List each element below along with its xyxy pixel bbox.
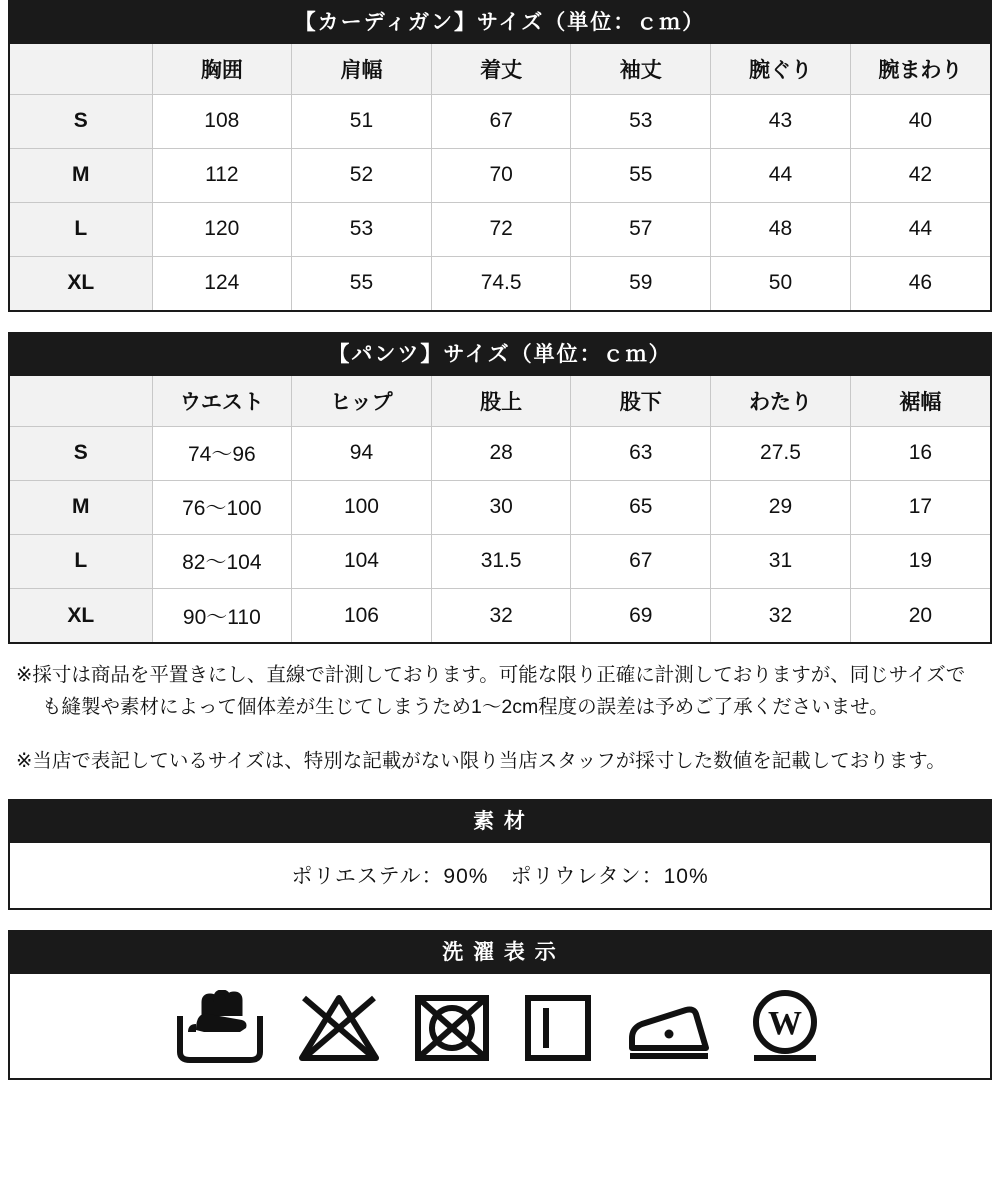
cell-waist: 90〜110 bbox=[152, 588, 292, 642]
column-header-armhole: 腕ぐり bbox=[711, 44, 851, 94]
svg-text:W: W bbox=[768, 1005, 802, 1043]
cell-arm-circumference: 40 bbox=[850, 94, 990, 148]
cell-hip: 94 bbox=[292, 426, 432, 480]
cell-length: 72 bbox=[431, 202, 571, 256]
cell-bust: 108 bbox=[152, 94, 292, 148]
table-row bbox=[10, 480, 990, 534]
table-header-row bbox=[10, 376, 990, 426]
cell-armhole: 50 bbox=[711, 256, 851, 310]
pants-size-block bbox=[8, 332, 992, 644]
table-row bbox=[10, 148, 990, 202]
material-title: 素 材 bbox=[10, 801, 990, 843]
cell-hip: 106 bbox=[292, 588, 432, 642]
cell-hem-width: 16 bbox=[850, 426, 990, 480]
cardigan-size-block bbox=[8, 0, 992, 312]
cell-inseam: 63 bbox=[571, 426, 711, 480]
table-row bbox=[10, 534, 990, 588]
column-header-arm-circumference: 腕まわり bbox=[850, 44, 990, 94]
table-row bbox=[10, 202, 990, 256]
cell-sleeve: 59 bbox=[571, 256, 711, 310]
column-header-length: 着丈 bbox=[431, 44, 571, 94]
cell-hem-width: 19 bbox=[850, 534, 990, 588]
cell-shoulder: 55 bbox=[292, 256, 432, 310]
care-block bbox=[8, 930, 992, 1080]
cardigan-size-table bbox=[10, 44, 990, 310]
note-text: ※採寸は商品を平置きにし、直線で計測しております。可能な限り正確に計測しておりますが、同じサイズでも縫製や素材によって個体差が生じてしまうため1〜2cm程度の誤差は予めご了承くださいませ。 bbox=[16, 664, 966, 718]
cell-arm-circumference: 44 bbox=[850, 202, 990, 256]
note-item bbox=[16, 746, 984, 778]
cell-inseam: 65 bbox=[571, 480, 711, 534]
column-header-size bbox=[10, 376, 152, 426]
cell-shoulder: 53 bbox=[292, 202, 432, 256]
cell-arm-circumference: 46 bbox=[850, 256, 990, 310]
cell-hem-width: 17 bbox=[850, 480, 990, 534]
column-header-size bbox=[10, 44, 152, 94]
row-header-size: M bbox=[10, 480, 152, 534]
cell-bust: 124 bbox=[152, 256, 292, 310]
cell-thigh: 29 bbox=[711, 480, 851, 534]
column-header-bust: 胸囲 bbox=[152, 44, 292, 94]
cell-thigh: 27.5 bbox=[711, 426, 851, 480]
cell-inseam: 69 bbox=[571, 588, 711, 642]
row-header-size: L bbox=[10, 202, 152, 256]
cell-rise: 30 bbox=[431, 480, 571, 534]
row-header-size: M bbox=[10, 148, 152, 202]
cell-thigh: 32 bbox=[711, 588, 851, 642]
cell-sleeve: 53 bbox=[571, 94, 711, 148]
cardigan-table-title: 【カーディガン】サイズ（単位：ｃｍ） bbox=[10, 2, 990, 44]
column-header-sleeve: 袖丈 bbox=[571, 44, 711, 94]
material-body: ポリエステル：90% ポリウレタン：10% bbox=[10, 843, 990, 908]
cell-sleeve: 57 bbox=[571, 202, 711, 256]
row-header-size: XL bbox=[10, 588, 152, 642]
cell-rise: 31.5 bbox=[431, 534, 571, 588]
cell-arm-circumference: 42 bbox=[850, 148, 990, 202]
cell-waist: 82〜104 bbox=[152, 534, 292, 588]
row-header-size: S bbox=[10, 94, 152, 148]
cell-shoulder: 52 bbox=[292, 148, 432, 202]
cell-hem-width: 20 bbox=[850, 588, 990, 642]
column-header-hem-width: 裾幅 bbox=[850, 376, 990, 426]
cell-armhole: 48 bbox=[711, 202, 851, 256]
note-text: ※当店で表記しているサイズは、特別な記載がない限り当店スタッフが採寸した数値を記載しております。 bbox=[16, 749, 946, 772]
row-header-size: XL bbox=[10, 256, 152, 310]
cell-bust: 120 bbox=[152, 202, 292, 256]
measurement-notes bbox=[16, 644, 984, 777]
column-header-waist: ウエスト bbox=[152, 376, 292, 426]
cell-armhole: 43 bbox=[711, 94, 851, 148]
pants-table-title: 【パンツ】サイズ（単位：ｃｍ） bbox=[10, 334, 990, 376]
spacer bbox=[8, 910, 992, 930]
cell-waist: 74〜96 bbox=[152, 426, 292, 480]
cell-inseam: 67 bbox=[571, 534, 711, 588]
iron-low-icon bbox=[624, 990, 714, 1066]
column-header-thigh: わたり bbox=[711, 376, 851, 426]
row-header-size: L bbox=[10, 534, 152, 588]
cell-thigh: 31 bbox=[711, 534, 851, 588]
note-item bbox=[16, 660, 984, 723]
pants-size-table bbox=[10, 376, 990, 642]
care-icon-row bbox=[10, 974, 990, 1078]
cell-length: 70 bbox=[431, 148, 571, 202]
table-header-row bbox=[10, 44, 990, 94]
cell-armhole: 44 bbox=[711, 148, 851, 202]
cell-sleeve: 55 bbox=[571, 148, 711, 202]
column-header-rise: 股上 bbox=[431, 376, 571, 426]
cell-hip: 104 bbox=[292, 534, 432, 588]
cell-rise: 32 bbox=[431, 588, 571, 642]
row-header-size: S bbox=[10, 426, 152, 480]
cell-length: 67 bbox=[431, 94, 571, 148]
cell-waist: 76〜100 bbox=[152, 480, 292, 534]
table-row bbox=[10, 256, 990, 310]
column-header-hip: ヒップ bbox=[292, 376, 432, 426]
spacer bbox=[8, 312, 992, 332]
cell-bust: 112 bbox=[152, 148, 292, 202]
material-block bbox=[8, 799, 992, 910]
table-row bbox=[10, 94, 990, 148]
table-row bbox=[10, 588, 990, 642]
cell-length: 74.5 bbox=[431, 256, 571, 310]
table-row bbox=[10, 426, 990, 480]
wet-clean-w-icon bbox=[744, 988, 826, 1068]
hand-wash-icon bbox=[174, 990, 266, 1066]
column-header-inseam: 股下 bbox=[571, 376, 711, 426]
cell-hip: 100 bbox=[292, 480, 432, 534]
no-tumble-dry-icon bbox=[412, 990, 492, 1066]
drip-dry-line-icon bbox=[522, 990, 594, 1066]
care-title: 洗 濯 表 示 bbox=[10, 932, 990, 974]
no-bleach-icon bbox=[296, 990, 382, 1066]
column-header-shoulder: 肩幅 bbox=[292, 44, 432, 94]
cell-shoulder: 51 bbox=[292, 94, 432, 148]
cell-rise: 28 bbox=[431, 426, 571, 480]
